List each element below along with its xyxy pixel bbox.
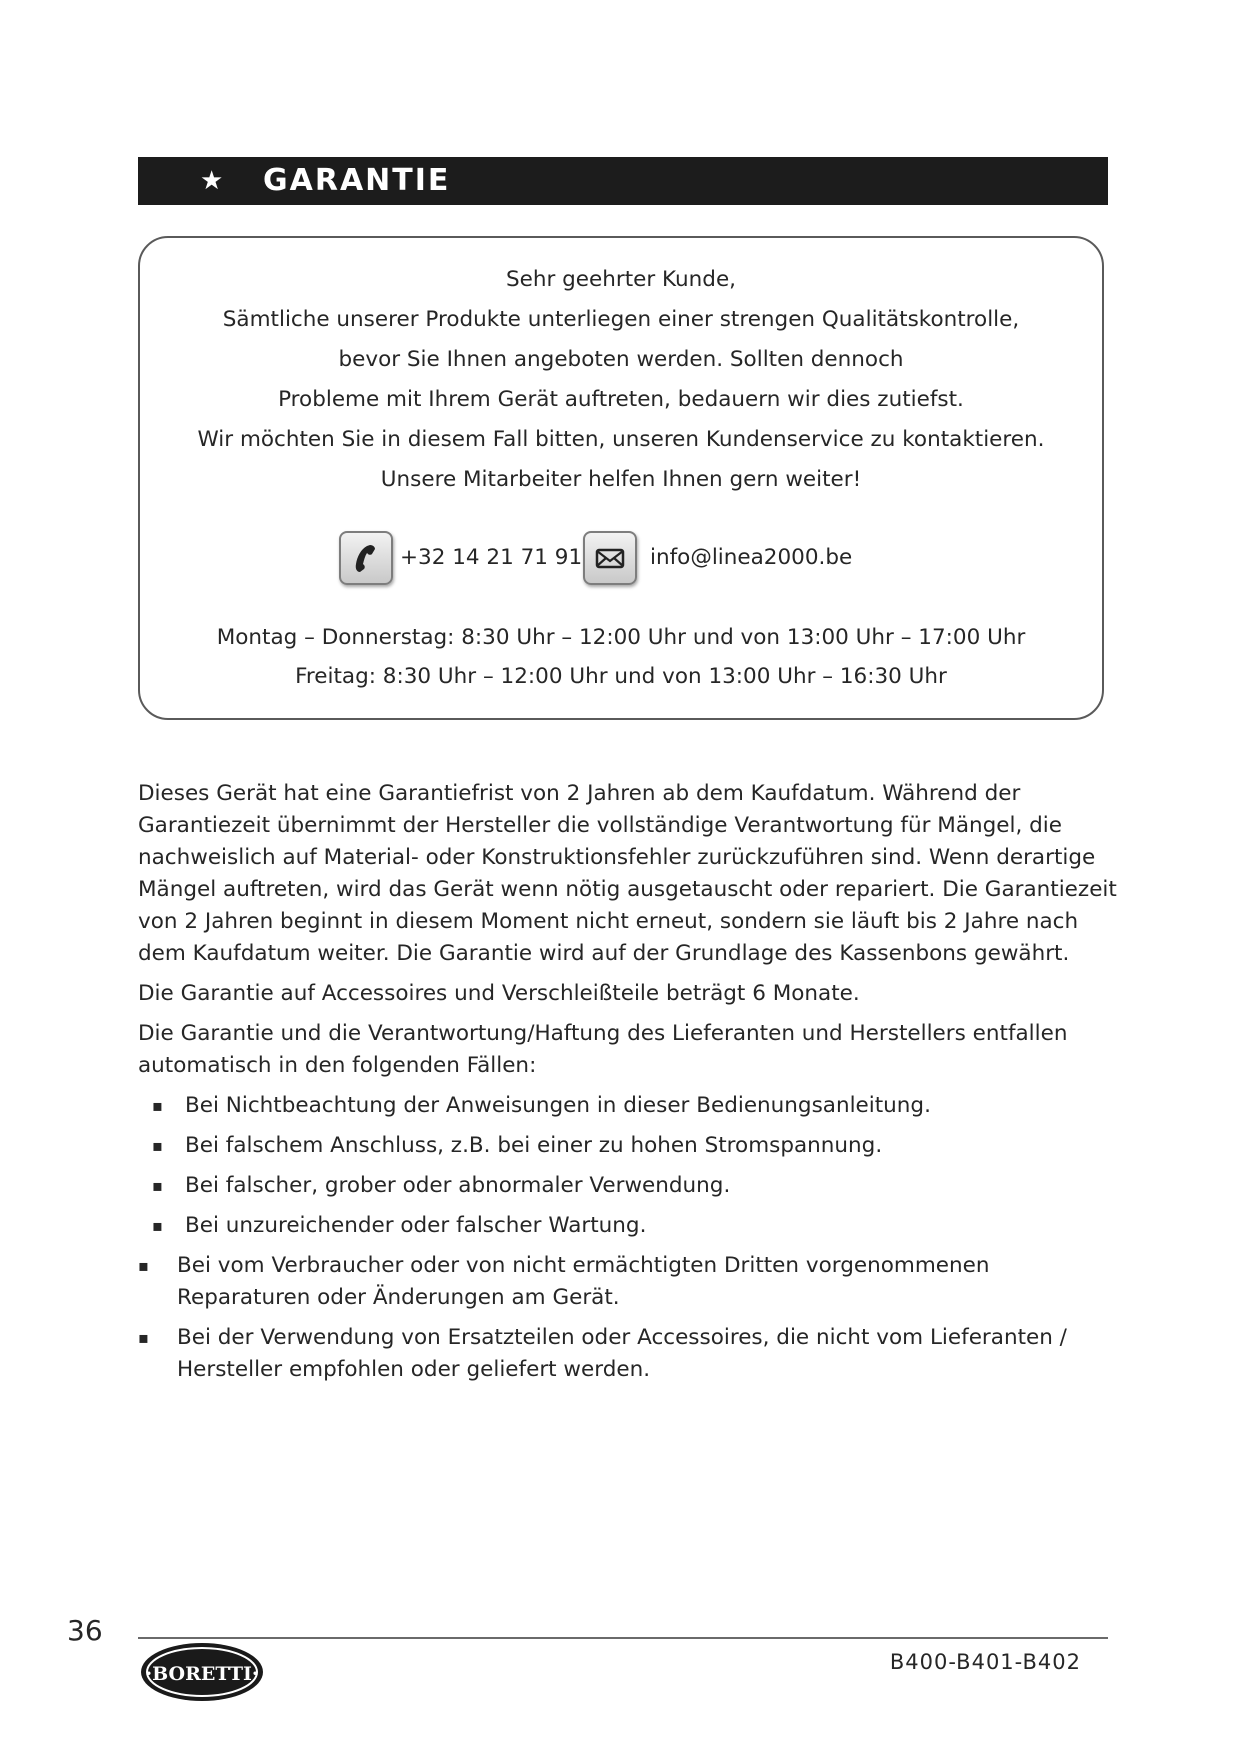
bullet-icon: ▪ <box>152 1096 163 1115</box>
list-item: ▪ Bei der Verwendung von Ersatzteilen oder Accessoires, die nicht vom Lieferanten / Hersteller empfohlen oder geliefert werden. <box>138 1322 1118 1386</box>
mail-icon <box>583 531 637 585</box>
phone-number[interactable]: +32 14 21 71 91 <box>400 545 583 570</box>
greeting-line: Probleme mit Ihrem Gerät auftreten, bedauern wir dies zutiefst. <box>278 387 964 412</box>
warranty-paragraph: Dieses Gerät hat eine Garantiefrist von 2 Jahren ab dem Kaufdatum. Während der Garantiezeit übernimmt der Hersteller die vollständige Verantwortung für Mängel, die nachweislich auf Material- oder Konstruktionsfehler zurückzuführen sind. Wenn derartige Mängel auftreten, wird das Gerät wenn nötig ausgetauscht oder repariert. Die Garantiezeit von 2 Jahren beginnt in diesem Moment nicht erneut, sondern sie läuft bis 2 Jahre nach dem Kaufdatum weiter. Die Garantie wird auf der Grundlage des Kassenbons gewährt. <box>138 781 1117 966</box>
phone-icon <box>339 531 393 585</box>
greeting-text <box>140 260 1102 500</box>
list-item: ▪ Bei unzureichender oder falscher Wartung. <box>138 1210 1118 1242</box>
bullet-icon: ▪ <box>152 1216 163 1235</box>
greeting-line: bevor Sie Ihnen angeboten werden. Sollten dennoch <box>338 347 904 372</box>
bullet-icon: ▪ <box>138 1328 149 1347</box>
greeting-line: Wir möchten Sie in diesem Fall bitten, unseren Kundenservice zu kontaktieren. <box>197 427 1045 452</box>
star-icon: ★ <box>200 166 224 196</box>
warranty-paragraph: Die Garantie und die Verantwortung/Haftung des Lieferanten und Herstellers entfallen automatisch in den folgenden Fällen: <box>138 1021 1068 1078</box>
page-number: 36 <box>67 1614 103 1647</box>
bullet-icon: ▪ <box>152 1136 163 1155</box>
customer-service-box <box>138 236 1104 720</box>
list-item: ▪ Bei vom Verbraucher oder von nicht ermächtigten Dritten vorgenommenen Reparaturen oder Änderungen am Gerät. <box>138 1250 1118 1314</box>
opening-hours <box>140 618 1102 696</box>
section-header-bar <box>138 157 1108 205</box>
warranty-body <box>138 778 1118 1394</box>
section-title: GARANTIE <box>263 163 451 198</box>
warranty-paragraph: Die Garantie auf Accessoires und Verschleißteile beträgt 6 Monate. <box>138 981 860 1006</box>
list-item: ▪ Bei falscher, grober oder abnormaler Verwendung. <box>138 1170 1118 1202</box>
model-number: B400-B401-B402 <box>889 1650 1081 1674</box>
list-item: ▪ Bei Nichtbeachtung der Anweisungen in dieser Bedienungsanleitung. <box>138 1090 1118 1122</box>
footer-divider <box>138 1637 1108 1639</box>
exclusion-list <box>138 1090 1118 1386</box>
greeting-line: Sämtliche unserer Produkte unterliegen einer strengen Qualitätskontrolle, <box>222 307 1020 332</box>
contact-row <box>140 531 1102 591</box>
boretti-logo <box>138 1641 266 1707</box>
greeting-line: Unsere Mitarbeiter helfen Ihnen gern weiter! <box>380 467 862 492</box>
email-link[interactable]: info@linea2000.be <box>650 545 853 570</box>
svg-text:·BORETTI·: ·BORETTI· <box>145 1663 259 1685</box>
bullet-icon: ▪ <box>152 1176 163 1195</box>
hours-line: Freitag: 8:30 Uhr – 12:00 Uhr und von 13:00 Uhr – 16:30 Uhr <box>295 664 947 689</box>
bullet-icon: ▪ <box>138 1256 149 1275</box>
list-item: ▪ Bei falschem Anschluss, z.B. bei einer zu hohen Stromspannung. <box>138 1130 1118 1162</box>
greeting-line: Sehr geehrter Kunde, <box>505 267 737 292</box>
hours-line: Montag – Donnerstag: 8:30 Uhr – 12:00 Uhr und von 13:00 Uhr – 17:00 Uhr <box>216 625 1026 650</box>
